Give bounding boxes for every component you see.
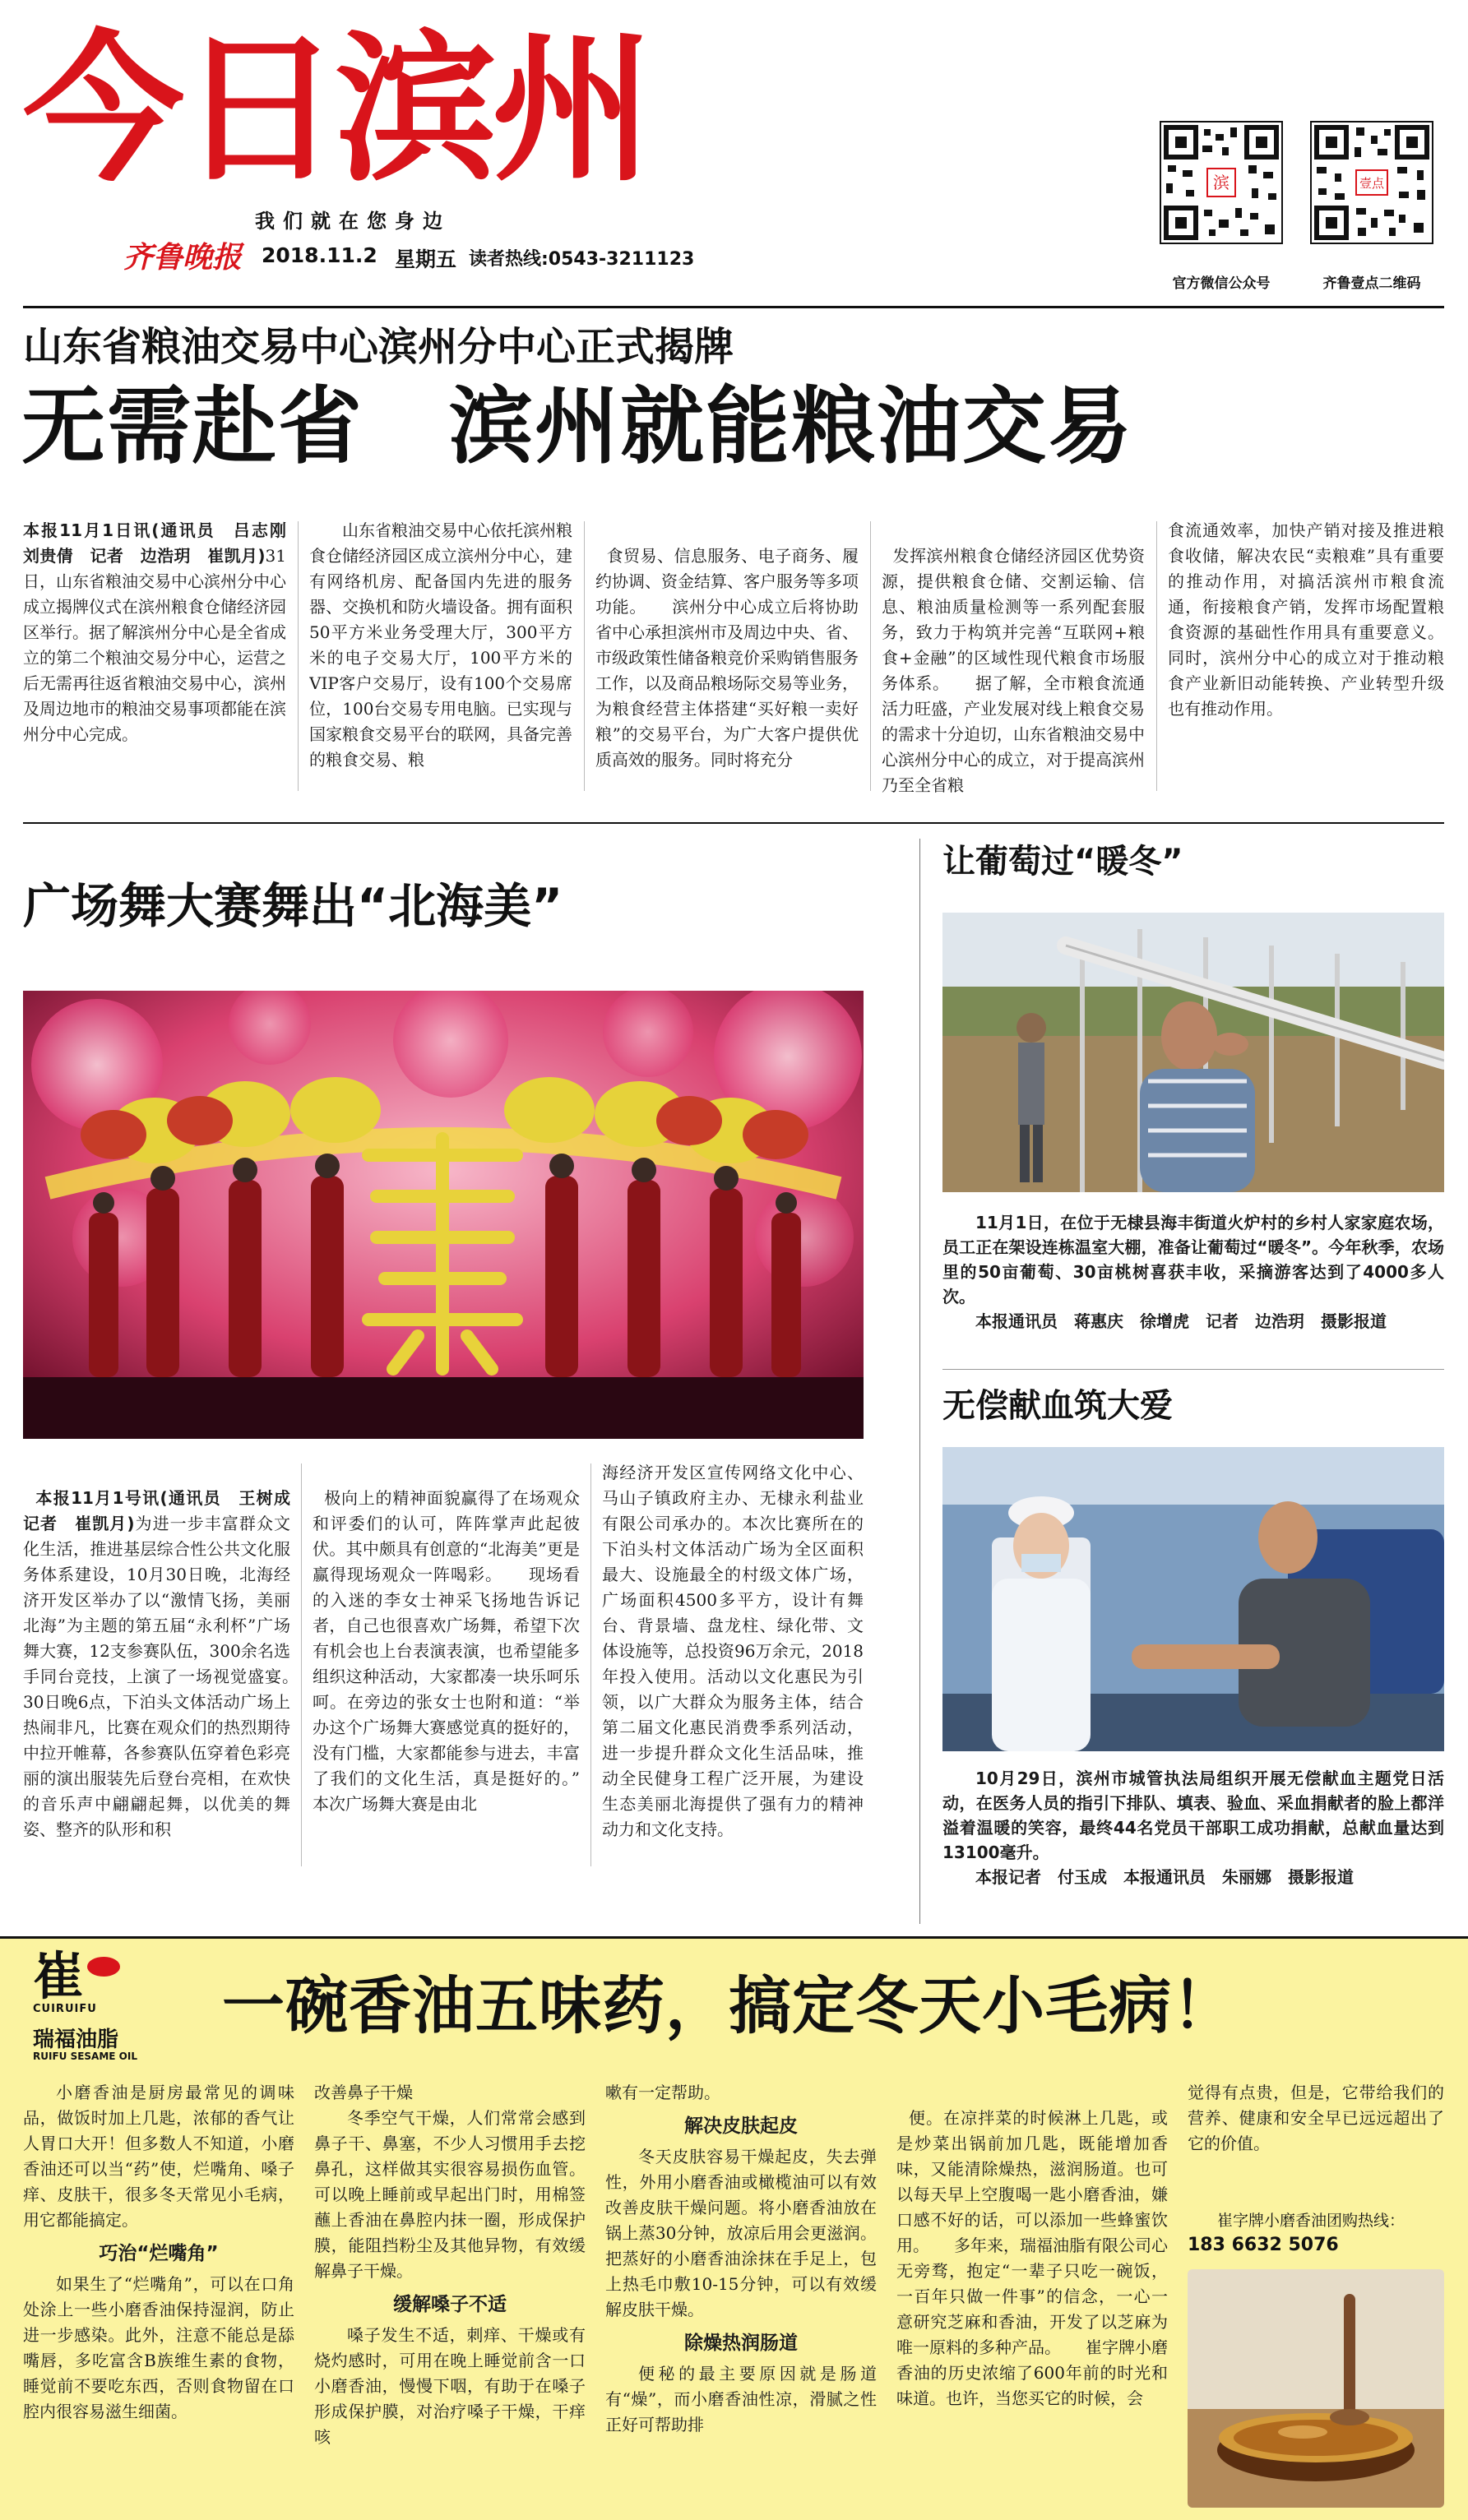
lead-column-3 [595,518,859,798]
lead-column-1 [23,518,286,798]
advert-hotline-label: 崔字牌小磨香油团购热线： [1217,2212,1405,2230]
advert-column-5 [1188,2080,1444,2203]
lead-column-5 [1168,518,1444,798]
reader-hotline: 读者热线:0543-3211123 [469,249,695,270]
blood-credit: 本报记者 付玉成 本报通讯员 朱丽娜 摄影报道 [975,1867,1354,1887]
advert-brand-cn: 瑞福油脂 [33,2028,119,2052]
advert-brand-en: RUIFU SESAME OIL [33,2051,137,2062]
advert-col1b-text: 如果生了“烂嘴角”，可以在口角处涂上一些小磨香油保持湿润，防止进一步感染。此外，注意不能总是舔嘴唇，多吃富含B族维生素的食物，睡觉前不要吃东西，否则食物留在口腔内很容易滋生细菌。 [23,2274,294,2421]
section-divider [23,822,1444,824]
column-rule [298,521,299,791]
advert-col3a-text: 嗽有一定帮助。 [605,2083,720,2102]
advert-col2a-text: 改善鼻子干燥 [314,2083,413,2102]
masthead-title-text: 今日滨州 [23,16,649,204]
qr-code-qilu [1310,121,1433,244]
qr2-tag: 壹点 [1359,176,1385,191]
column-rule [1156,521,1157,791]
greenhouse-image [942,913,1444,1192]
lead-headline: 无需赴省 滨州就能粮油交易 [21,378,1133,476]
advert-headline: 一碗香油五味药，搞定冬天小毛病！ [222,1969,1235,2042]
column-rule-vertical [919,839,920,1924]
lead-col4-text: 发挥滨州粮食仓储经济园区优势资源，提供粮食仓储、交割运输、信息、粮油质量检测等一系列配套服务，致力于构筑并完善“互联网+粮食+金融”的区域性现代粮食市场服务体系。 据了解，全市粮食流通活力旺盛，产业发展对线上粮食交易的需求十分迫切，山东省粮油交易中心滨州分中心的成立，对于提高滨州乃至全省粮 [882,546,1145,795]
advert-col4-text: 便。在凉拌菜的时候淋上几匙，或是炒菜出锅前加几匙，既能增加香味，又能清除燥热，滋润肠道。也可以每天早上空腹喝一匙小磨香油，嫌口感不好的话，可以添加一些蜂蜜饮用。 多年来，瑞福油脂有限公司心无旁骛，抱定“一辈子只吃一碗饭，一百年只做一件事”的信念，一心一意研究芝麻和香油，开发了以芝麻为唯一原料的多种产品。 崔字牌小磨香油的历史浓缩了600年前的时光和味道。也许，当您买它的时候，会 [896,2108,1168,2408]
grapes-credit: 本报通讯员 蒋惠庆 徐增虎 记者 边浩玥 摄影报道 [975,1311,1387,1331]
masthead-title [23,16,747,204]
logo-seal-icon [87,1957,120,1977]
grapes-photo [942,913,1444,1192]
issue-weekday: 星期五 [395,247,457,271]
advert-col5-text: 觉得有点贵，但是，它带给我们的营养、健康和安全早已远远超出了它的价值。 [1188,2083,1444,2153]
column-rule [584,521,585,791]
advert-column-3 [605,2080,877,2512]
blood-headline: 无偿献血筑大爱 [942,1387,1173,1425]
lead-column-4 [882,518,1145,798]
lead-col2-text: 山东省粮油交易中心依托滨州粮食仓储经济园区成立滨州分中心，建有网络机房、配备国内先进的服务器、交换机和防火墙设备。拥有面积50平方米业务受理大厅，300平方米的电子交易大厅，100平方米的VIP客户交易厅，设有100个交易席位，100台交易专用电脑。已实现与国家粮食交易平台的联网，具备完善的粮食交易、粮 [309,520,572,770]
lead-col5-text: 食流通效率，加快产销对接及推进粮食收储，解决农民“卖粮难”具有重要的推动作用，对搞活滨州市粮食流通，衔接粮食产销，发挥市场配置粮食资源的基础性作用具有重要意义。同时，滨州分中心的成立对于推动粮食产业新旧动能转换、产业转型升级也有推动作用。 [1168,520,1444,719]
lead-col1-text: 31日，山东省粮油交易中心滨州分中心成立揭牌仪式在滨州粮食仓储经济园区举行。据了解滨州分中心是全省成立的第二个粮油交易分中心，运营之后无需再往返省粮油交易中心，滨州及周边地市的粮油交易事项都能在滨州分中心完成。 [23,546,286,744]
qr-wechat-label: 官方微信公众号 [1172,275,1271,292]
logo-char: 崔 [33,1946,85,2006]
dance-column-2 [313,1460,580,1875]
blood-caption [942,1766,1444,1889]
column-rule [301,1463,302,1866]
dance-column-1 [23,1460,290,1875]
dance-byline: 本报11月1号讯(通讯员 王树成 记者 崔凯月) [23,1488,290,1533]
oil-bowl-image [1188,2269,1444,2508]
advert-col2-text: 冬季空气干燥，人们常常会感到鼻子干、鼻塞，不少人习惯用手去挖鼻孔，这样做其实很容易损伤血管。可以晚上睡前或早起出门时，用棉签蘸上香油在鼻腔内抹一圈，形成保护膜，能阻挡粉尘及其他异物，有效缓解鼻子干燥。 [314,2108,586,2281]
dance-column-3 [602,1460,864,1875]
dance-col3-text: 海经济开发区宣传网络文化中心、马山子镇政府主办、无棣永利盐业有限公司承办的。本次比赛所在的下泊头村文体活动广场为全区面积最大、设施最全的村级文体广场，广场面积4500多平方，设计有舞台、背景墙、盘龙柱、绿化带、文体设施等，总投资96万余元，2018年投入使用。活动以文化惠民为引领，以广大群众为服务主体，结合第二届文化惠民消费季系列活动，进一步提升群众文化生活品味，推动全民健身工程广泛开展，为建设生态美丽北海提供了强有力的精神动力和文化支持。 [602,1463,864,1839]
advert-column-4 [896,2080,1168,2512]
advert-column-2 [314,2080,586,2512]
dance-headline: 广场舞大赛舞出“北海美” [23,878,563,934]
blood-donation-image [942,1447,1444,1751]
brand-logo: 齐鲁晚报 [123,240,243,275]
lead-kicker: 山东省粮油交易中心滨州分中心正式揭牌 [23,324,734,370]
qr-code-wechat [1160,121,1283,244]
column-rule [870,521,871,791]
advert-subhead-2: 缓解嗓子不适 [393,2294,507,2315]
advert-col1-text: 小磨香油是厨房最常见的调味品，做饭时加上几匙，浓郁的香气让人胃口大开！但多数人不知道，小磨香油还可以当“药”使，烂嘴角、嗓子痒、皮肤干，很多冬天常见小毛病，用它都能搞定。 [23,2083,294,2230]
lead-byline: 本报11月1日讯(通讯员 吕志刚 刘贵倩 记者 边浩玥 崔凯月) [23,520,286,566]
advert-col3b-text: 便秘的最主要原因就是肠道有“燥”，而小磨香油性凉，滑腻之性正好可帮助排 [605,2364,877,2434]
advert-column-1 [23,2080,294,2512]
dance-stage-image [23,991,864,1439]
advert-subhead-4: 除燥热润肠道 [684,2333,798,2354]
dance-photo [23,991,864,1439]
advert-col2b-text: 嗓子发生不适，刺痒、干燥或有烧灼感时，可用在晚上睡觉前含一口小磨香油，慢慢下咽，有助于在嗓子形成保护膜，对治疗嗓子干燥，干痒咳 [314,2325,586,2447]
dance-col2-text: 极向上的精神面貌赢得了在场观众和评委们的认可，阵阵掌声此起彼伏。其中颇具有创意的“北海美”更是赢得现场观众一阵喝彩。 现场看的入迷的李女士神采飞扬地告诉记者，自己也很喜欢广场舞，希望下次有机会也上台表演表演，也希望能多组织这种活动，大家都凑一块乐呵乐呵。在旁边的张女士也附和道：“举办这个广场舞大赛感觉真的挺好的，没有门槛，大家都能参与进去，丰富了我们的文化生活，真是挺好的。” 本次广场舞大赛是由北 [313,1488,580,1814]
section-divider [942,1369,1444,1370]
dance-col1-text: 为进一步丰富群众文化生活，推进基层综合性公共文化服务体系建设，10月30日晚，北海经济开发区举办了以“激情飞扬，美丽北海”为主题的第五届“永利杯”广场舞大赛，12支参赛队伍，300余名选手同台竞技，上演了一场视觉盛宴。 30日晚6点，下泊头文体活动广场上热闹非凡，比赛在观众们的热烈期待中拉开帷幕，各参赛队伍穿着色彩亮丽的演出服装先后登台亮相，在欢快的音乐声中翩翩起舞，以优美的舞姿、整齐的队形和积 [23,1514,290,1839]
lead-col3-text: 食贸易、信息服务、电子商务、履约协调、资金结算、客户服务等多项功能。 滨州分中心成立后将协助省中心承担滨州市及周边中央、省、市级政策性储备粮竞价采购销售服务工作，以及商品粮场际交易等业务，为粮食经营主体搭建“买好粮一卖好粮”的交易平台，为广大客户提供优质高效的服务。同时将充分 [595,546,859,770]
qr-pattern-icon [1161,123,1281,243]
advert-subhead-3: 解决皮肤起皮 [684,2115,798,2137]
blood-caption-text: 10月29日，滨州市城管执法局组织开展无偿献血主题党日活动，在医务人员的指引下排队、填表、验血、采血捐献者的脸上都洋溢着温暖的笑容，最终44名党员干部职工成功捐献，总献血量达到13100毫升。 [942,1769,1444,1862]
sesame-oil-photo [1188,2269,1444,2508]
logo-latin: CUIRUIFU [33,2003,97,2015]
advert-subhead-1: 巧治“烂嘴角” [99,2243,219,2264]
grapes-caption-text: 11月1日，在位于无棣县海丰街道火炉村的乡村人家家庭农场，员工正在架设连栋温室大棚，准备让葡萄过“暖冬”。今年秋季，农场里的50亩葡萄、30亩桃树喜获丰收，采摘游客达到了4000多人次。 [942,1213,1444,1306]
lead-column-2 [309,518,572,798]
masthead-slogan: 我们就在您身边 [255,210,451,233]
blood-photo [942,1447,1444,1751]
grapes-caption [942,1210,1444,1358]
masthead-divider [23,306,1444,308]
advert-hotline-number: 183 6632 5076 [1188,2235,1339,2255]
qr1-tag: 滨 [1213,173,1230,192]
grapes-headline: 让葡萄过“暖冬” [942,843,1183,881]
qr-qilu-label: 齐鲁壹点二维码 [1322,275,1421,292]
advert-col3-text: 冬天皮肤容易干燥起皮，失去弹性，外用小磨香油或橄榄油可以有效改善皮肤干燥问题。将小磨香油放在锅上蒸30分钟，放凉后用会更滋润。把蒸好的小磨香油涂抹在手足上，包上热毛巾敷10-15分钟，可以有效缓解皮肤干燥。 [605,2147,877,2319]
issue-date: 2018.11.2 [262,243,377,267]
qr-pattern-icon [1312,123,1432,243]
column-rule [590,1463,591,1866]
